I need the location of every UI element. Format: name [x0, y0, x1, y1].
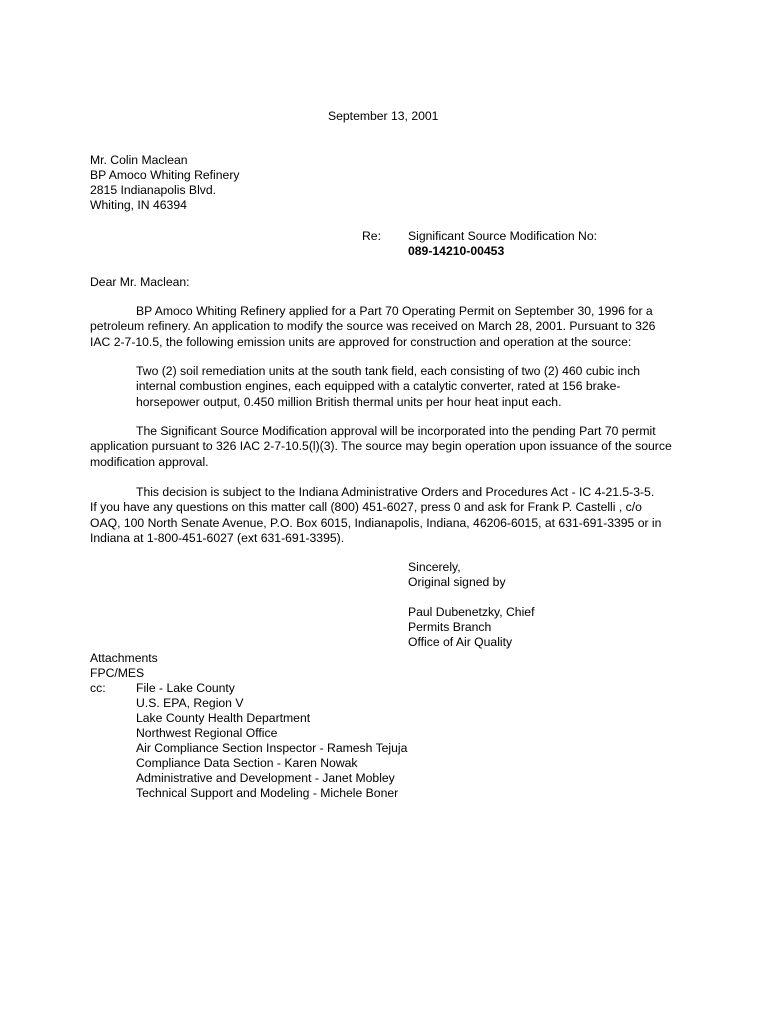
re-subject: Significant Source Modification No:	[408, 229, 598, 243]
cc-item: U.S. EPA, Region V	[136, 696, 244, 710]
recipient-street: 2815 Indianapolis Blvd.	[90, 183, 217, 197]
cc-item: Air Compliance Section Inspector - Ramesh Tejuja	[136, 741, 408, 755]
closing-signed: Original signed by	[408, 575, 506, 589]
closing-sincerely: Sincerely,	[408, 560, 461, 574]
signer-branch: Permits Branch	[408, 620, 492, 634]
attachments-label: Attachments	[90, 651, 158, 665]
cc-label: cc:	[90, 681, 106, 695]
initials: FPC/MES	[90, 666, 145, 680]
recipient-address	[90, 153, 239, 213]
recipient-city: Whiting, IN 46394	[90, 198, 187, 212]
cc-item: Administrative and Development - Janet Mobley	[136, 771, 395, 785]
re-subject-block	[408, 229, 597, 259]
body-paragraph-3: This decision is subject to the Indiana Administrative Orders and Procedures Act - IC 4-21.5-3-5. If you have any questions on this matter call (800) 451-6027, press 0 and ask for Frank P. Castelli , c/o OAQ, 100 North Senate Avenue, P.O. Box 6015, Indianapolis, Indiana, 46206-6015, at 631-691-3395 or in Indiana at 1-800-451-6027 (ext 631-691-3395).	[90, 485, 662, 546]
cc-item: File - Lake County	[136, 681, 235, 695]
re-number: 089-14210-00453	[408, 244, 505, 258]
signer-office: Office of Air Quality	[408, 635, 513, 649]
cc-list	[136, 681, 407, 801]
cc-item: Technical Support and Modeling - Michele Boner	[136, 786, 399, 800]
body-paragraph-1: BP Amoco Whiting Refinery applied for a Part 70 Operating Permit on September 30, 1996 for a petroleum refinery. An application to modify the source was received on March 28, 2001. Pursuant to 326 IAC 2-7-10.5, the following emission units are approved for construction and operation at the source:	[90, 304, 656, 349]
cc-item: Compliance Data Section - Karen Nowak	[136, 756, 358, 770]
body-paragraph-2: The Significant Source Modification approval will be incorporated into the pending Part 70 permit application pursuant to 326 IAC 2-7-10.5(l)(3). The source may begin operation upon issuance of the source modification approval.	[90, 424, 672, 469]
closing-block	[408, 560, 534, 650]
emission-units-description: Two (2) soil remediation units at the south tank field, each consisting of two (2) 460 cubic inch internal combustion engines, each equipped with a catalytic converter, rated at 156 brake- horsepower output, 0.450 million British thermal units per hour heat input each.	[136, 364, 641, 409]
re-label: Re:	[362, 229, 381, 243]
letter-date: September 13, 2001	[328, 109, 439, 123]
cc-item: Northwest Regional Office	[136, 726, 278, 740]
recipient-company: BP Amoco Whiting Refinery	[90, 168, 240, 182]
salutation: Dear Mr. Maclean:	[90, 275, 190, 289]
signer-name: Paul Dubenetzky, Chief	[408, 605, 535, 619]
cc-item: Lake County Health Department	[136, 711, 311, 725]
recipient-name: Mr. Colin Maclean	[90, 153, 188, 167]
